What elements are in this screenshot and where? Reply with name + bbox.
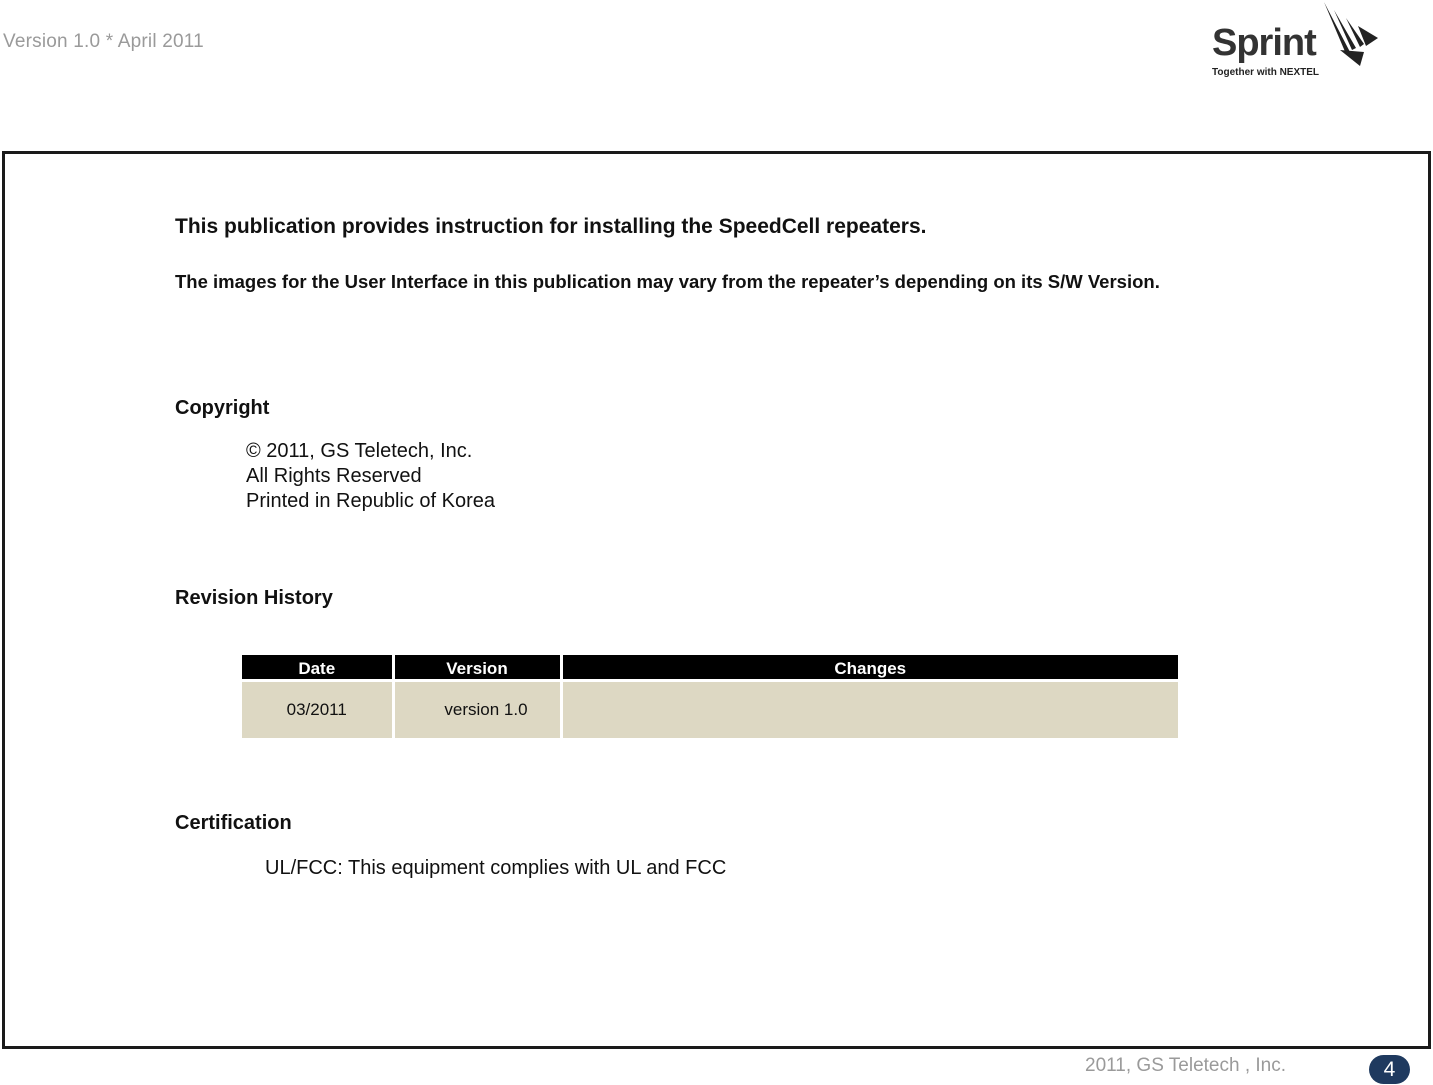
header-version-text: Version 1.0 * April 2011 (3, 31, 204, 52)
footer-copyright: 2011, GS Teletech , Inc. (1085, 1055, 1287, 1076)
ui-version-note: The images for the User Interface in this publication may vary from the repeater’s depending on its S/W Version. (175, 271, 1160, 292)
sprint-wing-icon (1320, 0, 1382, 70)
certification-text: UL/FCC: This equipment complies with UL and FCC (265, 857, 727, 879)
table-row (242, 681, 1178, 739)
sprint-logo (1208, 0, 1388, 82)
logo-wordmark: Sprint (1212, 22, 1316, 64)
cell-changes (561, 681, 1178, 739)
certification-heading: Certification (175, 812, 292, 834)
logo-tagline: Together with NEXTEL (1212, 67, 1320, 78)
cell-version: version 1.0 (393, 681, 561, 739)
column-header-date: Date (242, 655, 393, 681)
revision-history-heading: Revision History (175, 587, 333, 609)
copyright-block (246, 439, 495, 514)
copyright-heading: Copyright (175, 397, 270, 419)
intro-text: This publication provides instruction for installing the SpeedCell repeaters. (175, 215, 927, 238)
table-header-row (242, 655, 1178, 681)
printed-line: Printed in Republic of Korea (246, 490, 496, 512)
copyright-line: © 2011, GS Teletech, Inc. (246, 440, 473, 462)
column-header-version: Version (393, 655, 561, 681)
column-header-changes: Changes (561, 655, 1178, 681)
rights-line: All Rights Reserved (246, 465, 422, 487)
page-number-badge: 4 (1369, 1055, 1410, 1084)
cell-date: 03/2011 (242, 681, 393, 739)
revision-history-table (242, 655, 1178, 738)
